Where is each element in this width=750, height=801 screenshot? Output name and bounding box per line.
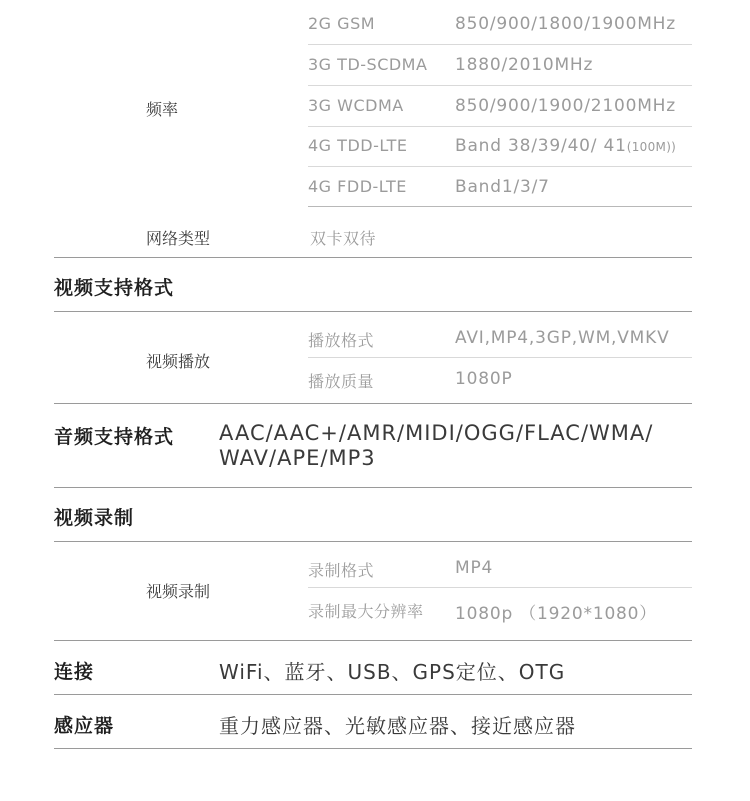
recording-max-resolution-value: 1080p （1920*1080） xyxy=(455,604,658,624)
section-title-video-formats: 视频支持格式 xyxy=(54,277,175,299)
section-divider xyxy=(54,748,692,749)
frequency-band-4g-tdd-lte: 4G TDD-LTE xyxy=(308,136,408,155)
audio-formats-value-line1: AAC/AAC+/AMR/MIDI/OGG/FLAC/WMA/ xyxy=(219,421,654,445)
frequency-label: 频率 xyxy=(146,100,179,119)
row-divider xyxy=(308,166,692,167)
frequency-value-3g-tdscdma: 1880/2010MHz xyxy=(455,55,594,75)
frequency-value-4g-tdd-lte xyxy=(455,136,676,156)
section-divider xyxy=(54,694,692,695)
network-type-label: 网络类型 xyxy=(146,229,211,248)
frequency-value-3g-wcdma: 850/900/1900/2100MHz xyxy=(455,96,676,116)
row-divider xyxy=(308,85,692,86)
playback-format-label: 播放格式 xyxy=(308,331,375,350)
frequency-bottom-divider xyxy=(308,206,692,207)
connectivity-value: WiFi、蓝牙、USB、GPS定位、OTG xyxy=(219,660,566,684)
frequency-value-4g-tdd-lte-note: (100M)) xyxy=(626,140,677,154)
section-title-video-recording: 视频录制 xyxy=(54,507,135,529)
playback-quality-label: 播放质量 xyxy=(308,372,375,391)
frequency-value-2g-gsm: 850/900/1800/1900MHz xyxy=(455,14,676,34)
section-divider xyxy=(54,487,692,488)
video-recording-label: 视频录制 xyxy=(146,582,211,601)
frequency-band-2g-gsm: 2G GSM xyxy=(308,14,376,33)
audio-formats-value-line2: WAV/APE/MP3 xyxy=(219,446,376,470)
row-divider xyxy=(308,357,692,358)
recording-format-label: 录制格式 xyxy=(308,561,375,580)
sensors-value: 重力感应器、光敏感应器、接近感应器 xyxy=(219,714,576,738)
row-divider xyxy=(308,44,692,45)
video-playback-label: 视频播放 xyxy=(146,352,211,371)
section-divider xyxy=(54,403,692,404)
row-divider xyxy=(308,587,692,588)
network-type-value: 双卡双待 xyxy=(310,229,377,248)
recording-format-value: MP4 xyxy=(455,558,494,578)
section-divider xyxy=(54,311,692,312)
frequency-value-4g-tdd-lte-main: Band 38/39/40/ 41 xyxy=(455,136,627,156)
row-divider xyxy=(308,126,692,127)
frequency-band-4g-fdd-lte: 4G FDD-LTE xyxy=(308,177,407,196)
section-divider xyxy=(54,257,692,258)
section-divider xyxy=(54,640,692,641)
playback-quality-value: 1080P xyxy=(455,369,513,389)
frequency-value-4g-fdd-lte: Band1/3/7 xyxy=(455,177,550,197)
section-title-audio-formats: 音频支持格式 xyxy=(54,426,175,448)
section-divider xyxy=(54,541,692,542)
frequency-band-3g-wcdma: 3G WCDMA xyxy=(308,96,404,115)
playback-format-value: AVI,MP4,3GP,WM,VMKV xyxy=(455,328,670,348)
recording-max-resolution-label: 录制最大分辨率 xyxy=(308,602,424,621)
frequency-band-3g-tdscdma: 3G TD-SCDMA xyxy=(308,55,428,74)
section-title-connectivity: 连接 xyxy=(54,661,95,683)
section-title-sensors: 感应器 xyxy=(54,715,115,737)
